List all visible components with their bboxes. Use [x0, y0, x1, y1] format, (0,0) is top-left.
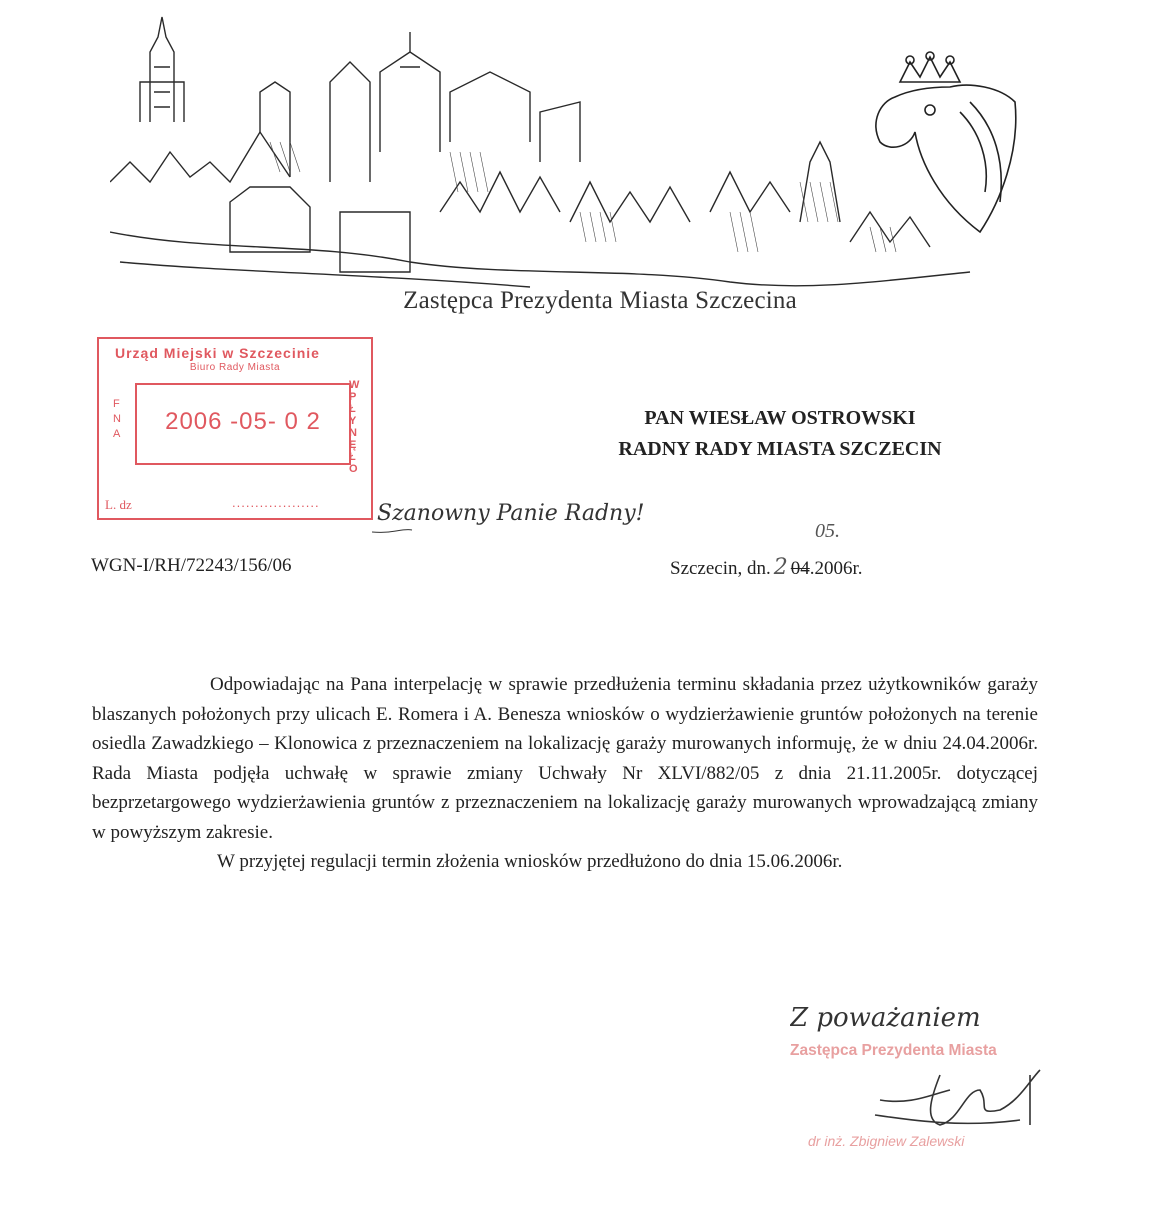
stamp-department: Biuro Rady Miasta	[189, 362, 281, 373]
stamp-office: Urząd Miejski w Szczecinie	[115, 345, 320, 361]
struck-month: 04	[790, 558, 810, 579]
handwritten-closing	[790, 990, 1080, 1040]
signature-block	[760, 990, 1080, 1165]
stamp-ldz-label: L. dz	[105, 497, 132, 512]
stamp-side-left: F N A	[113, 398, 121, 440]
closing-text: Z poważaniem	[790, 1003, 981, 1033]
recipient-name: PAN WIESŁAW OSTROWSKI	[644, 407, 916, 429]
handwritten-salutation	[372, 482, 792, 542]
stamp-date-box	[135, 383, 351, 465]
body-paragraph-1: Odpowiadając na Pana interpelację w sprawie przedłużenia terminu składania przez użytkowników garaży blaszanych położonych przy ulicach E. Romera i A. Benesza wniosków o wydzierżawienie gruntów położonych na terenie osiedla Zawadzkiego – Klonowica z przeznaczeniem na lokalizację garaży murowanych informuję, że w dniu 24.04.2006r. Rada Miasta podjęła uchwałę w sprawie zmiany Uchwały Nr XLVI/882/05 z dnia 21.11.2005r. dotyczącej bezprzetargowego wydzierżawienia gruntów z przeznaczeniem na lokalizację garaży murowanych wprowadzającą zmiany w powyższym zakresie.	[92, 674, 1038, 843]
place-date-year: .2006r.	[809, 558, 863, 579]
office-title: Zastępca Prezydenta Miasta Szczecina	[403, 287, 797, 314]
reference-number: WGN-I/RH/72243/156/06	[91, 555, 292, 576]
signatory-stamp-title: Zastępca Prezydenta Miasta	[790, 1042, 997, 1059]
recipient-title: RADNY RADY MIASTA SZCZECIN	[618, 438, 942, 460]
salutation-text: Szanowny Panie Radny!	[377, 501, 645, 526]
body-paragraph-2: W przyjętej regulacji termin złożenia wniosków przedłużono do dnia 15.06.2006r.	[217, 851, 843, 872]
place-date	[670, 555, 863, 580]
incoming-stamp	[97, 337, 373, 520]
city-panorama-engraving	[110, 12, 1030, 302]
recipient-block	[560, 403, 1000, 465]
handwritten-day: 2	[773, 555, 788, 580]
signatory-stamp-name: dr inż. Zbigniew Zalewski	[808, 1133, 965, 1149]
stamp-date: 2006 -05- 0 2	[165, 408, 321, 435]
place-date-prefix: Szczecin, dn.	[670, 558, 771, 579]
handwritten-month: 05.	[815, 520, 840, 542]
signature-scribble	[870, 1060, 1070, 1140]
letter-body	[92, 670, 1038, 877]
stamp-ldz-value: ...................	[232, 495, 320, 510]
griffin-crest-icon	[876, 52, 1016, 232]
stamp-side-right: WPŁYNĘŁO	[349, 379, 360, 475]
